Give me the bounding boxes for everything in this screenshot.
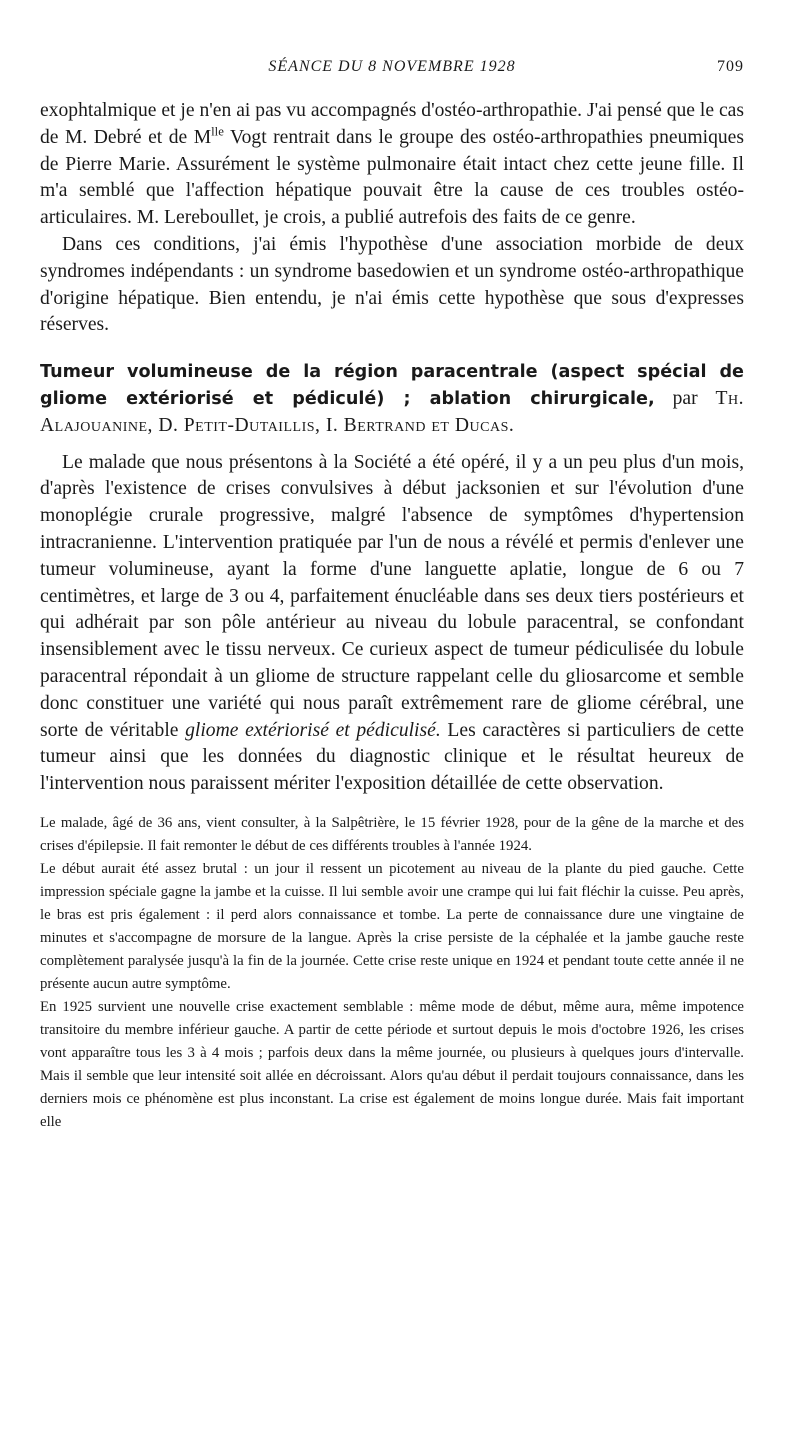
page (40, 58, 744, 1134)
superscript-abbrev: lle (211, 124, 224, 139)
paragraph: Dans ces conditions, j'ai émis l'hypothèse d'une association morbide de deux syndromes indépendants : un syndrome basedowien et un syndrome ostéo-arthropathique d'origine hépatique. Bien entendu, je n'ai émis cette hypothèse que sous d'expresses réserves. (40, 233, 744, 336)
italic-term: gliome extériorisé et pédiculisé. (185, 719, 441, 741)
paragraph-continued (40, 98, 744, 232)
running-header (40, 58, 744, 82)
paragraph-text: exophtalmique et je n'en ai pas vu accompagnés d'ostéo-arthropathie. J'ai pensé que le cas de M. Debré et de M (40, 100, 744, 148)
page-number: 709 (717, 58, 744, 75)
paragraph-text: Les caractères si particuliers de cette tumeur ainsi que les données du diagnostic clinique et le résultat heureux de l'intervention nous paraissent mériter l'exposition détaillée de cette observation. (40, 719, 744, 795)
heading-authors: Th. Alajouanine, D. Petit-Dutaillis, I. Bertrand et Ducas. (40, 387, 744, 436)
paragraph-text: Vogt rentrait dans le groupe des ostéo-arthropathies pneumiques de Pierre Marie. Assurément le système pulmonaire était intact chez cette jeune fille. Il m'a semblé que l'affection hépatique pouvait être la cause de ces troubles ostéo-articulaires. M. Lereboullet, je crois, a publié autrefois des faits de ce genre. (40, 126, 744, 229)
heading-title: Tumeur volumineuse de la région paracentrale (aspect spécial de gliome extériorisé et pédiculé) ; ablation chirurgicale, (40, 362, 744, 409)
paragraph-intro (40, 450, 744, 798)
case-paragraph: Le début aurait été assez brutal : un jour il ressent un picotement au niveau de la plante du pied gauche. Cette impression spéciale gagne la jambe et la cuisse. Il lui semble avoir une crampe qui lui fait fléchir la cuisse. Peu après, le bras est pris également : il perd alors connaissance et tombe. La perte de connaissance dure une vingtaine de minutes et s'accompagne de morsure de la langue. Après la crise persiste de la céphalée et la jambe gauche reste complètement paralysée jusqu'à la fin de la journée. Cette crise reste unique en 1924 et pendant toute cette année il ne présente aucun autre symptôme. (40, 860, 744, 992)
heading-par: par (654, 387, 716, 409)
case-paragraph: En 1925 survient une nouvelle crise exactement semblable : même mode de début, même aura, même impotence transitoire du membre inférieur gauche. A partir de cette période et surtout depuis le mois d'octobre 1926, les crises vont apparaître tous les 3 à 4 mois ; parfois deux dans la même journée, ou plusieurs à quelques jours d'intervalle. Mais il semble que leur intensité soit allée en décroissant. Alors qu'au début il perdait toujours connaissance, dans les derniers mois ce phénomène est plus inconstant. La crise est également de moins longue durée. Mais fait important elle (40, 998, 744, 1130)
paragraph-text: Le malade que nous présentons à la Société a été opéré, il y a un peu plus d'un mois, d'après l'existence de crises convulsives à début jacksonien et sur l'évolution d'une monoplégie crurale progressive, malgré l'absence de symptômes d'hypertension intracranienne. L'intervention pratiquée par l'un de nous a révélé et permis d'enlever une tumeur volumineuse, ayant la forme d'une languette aplatie, longue de 6 ou 7 centimètres, et large de 3 ou 4, parfaitement énucléable dans ses deux tiers postérieurs et qui adhérait par son pôle antérieur au niveau du lobule paracentral, se confondant insensiblement avec le tissu nerveux. Ce curieux aspect de tumeur pédiculisée du lobule paracentral répondait à un gliome de structure rappelant celle du gliosarcome et semble donc constituer une variété qui nous paraît extrêmement rare de gliome cérébral, une sorte de véritable (40, 451, 744, 741)
case-paragraph: Le malade, âgé de 36 ans, vient consulter, à la Salpêtrière, le 15 février 1928, pour de la gêne de la marche et des crises d'épilepsie. Il fait remonter le début de ces différents troubles à l'année 1924. (40, 814, 744, 854)
running-title: SÉANCE DU 8 NOVEMBRE 1928 (268, 58, 516, 75)
section-heading (40, 359, 744, 439)
